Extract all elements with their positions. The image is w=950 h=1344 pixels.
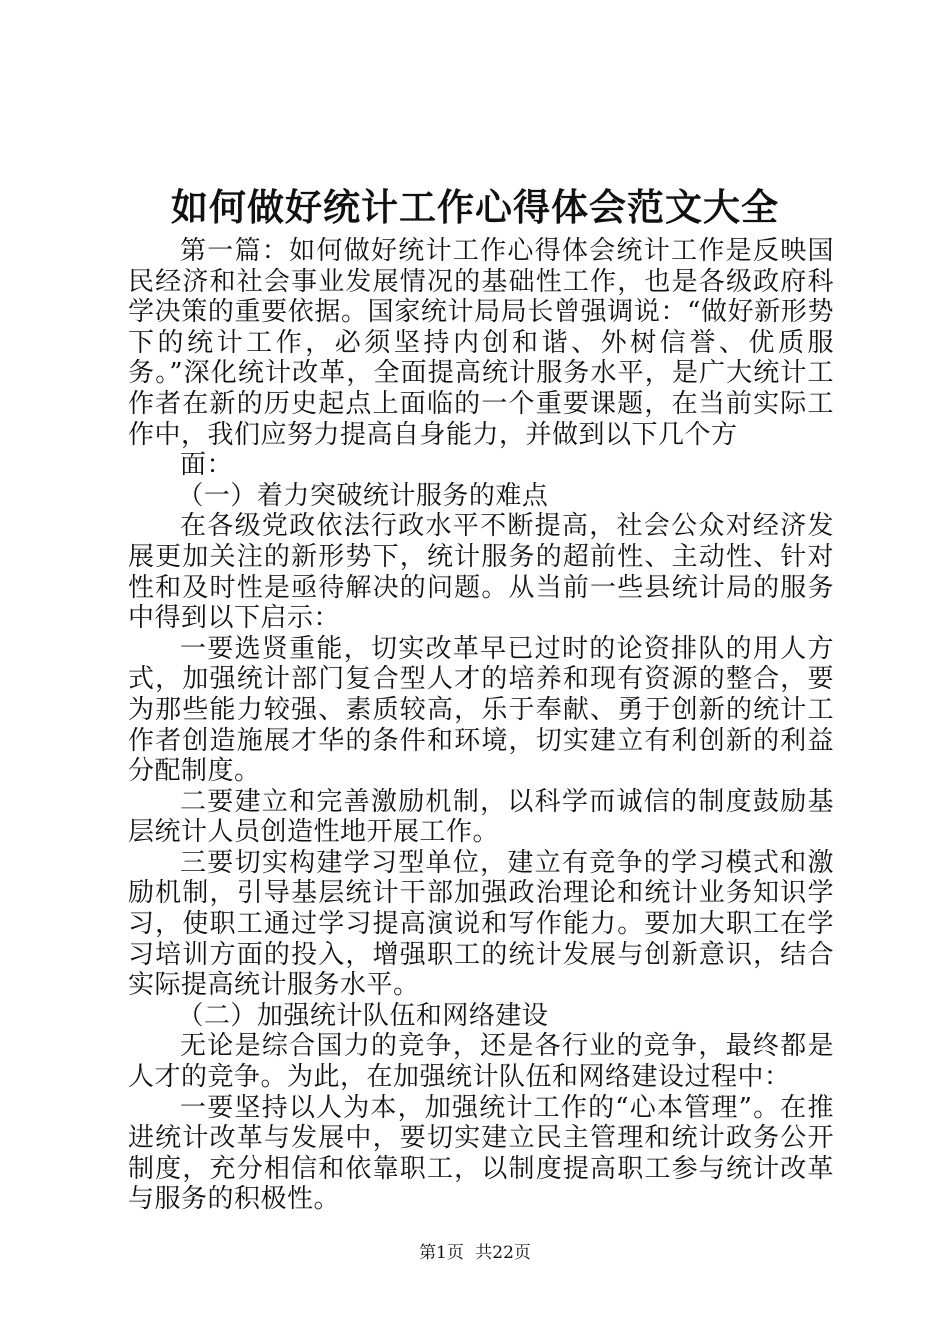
document-title: 如何做好统计工作心得体会范文大全 — [171, 185, 779, 229]
section-heading-1: （一）着力突破统计服务的难点 — [177, 480, 549, 511]
section-heading-2: （二）加强统计队伍和网络建设 — [177, 1000, 549, 1031]
page-footer — [0, 1243, 950, 1263]
paragraph-intro-tail: 面： — [180, 450, 234, 481]
page-total: 共22页 — [475, 1243, 531, 1263]
document-body — [128, 236, 834, 1215]
paragraph: 二要建立和完善激励机制，以科学而诚信的制度鼓励基层统计人员创造性地开展工作。 — [128, 786, 834, 848]
paragraph: 一要选贤重能，切实改革早已过时的论资排队的用人方式，加强统计部门复合型人才的培养和现有资源的整合，要为那些能力较强、素质较高，乐于奉献、勇于创新的统计工作者创造施展才华的条件和环境，切实建立有利创新的利益分配制度。 — [128, 633, 834, 787]
paragraph: 在各级党政依法行政水平不断提高，社会公众对经济发展更加关注的新形势下，统计服务的超前性、主动性、针对性和及时性是亟待解决的问题。从当前一些县统计局的服务中得到以下启示： — [128, 511, 834, 634]
paragraph-intro: 第一篇：如何做好统计工作心得体会统计工作是反映国民经济和社会事业发展情况的基础性工作，也是各级政府科学决策的重要依据。国家统计局局长曾强调说：“做好新形势下的统计工作，必须坚持内创和谐、外树信誉、优质服务。”深化统计改革，全面提高统计服务水平，是广大统计工作者在新的历史起点上面临的一个重要课题，在当前实际工作中，我们应努力提高自身能力，并做到以下几个方 — [128, 236, 834, 450]
paragraph: 三要切实构建学习型单位，建立有竞争的学习模式和激励机制，引导基层统计干部加强政治理论和统计业务知识学习，使职工通过学习提高演说和写作能力。要加大职工在学习培训方面的投入，增强职工的统计发展与创新意识，结合实际提高统计服务水平。 — [128, 847, 834, 1001]
paragraph: 无论是综合国力的竞争，还是各行业的竞争，最终都是人才的竞争。为此，在加强统计队伍和网络建设过程中： — [128, 1031, 834, 1093]
page-number: 第1页 — [419, 1243, 464, 1263]
paragraph: 一要坚持以人为本，加强统计工作的“心本管理”。在推进统计改革与发展中，要切实建立民主管理和统计政务公开制度，充分相信和依靠职工，以制度提高职工参与统计改革与服务的积极性。 — [128, 1092, 834, 1215]
